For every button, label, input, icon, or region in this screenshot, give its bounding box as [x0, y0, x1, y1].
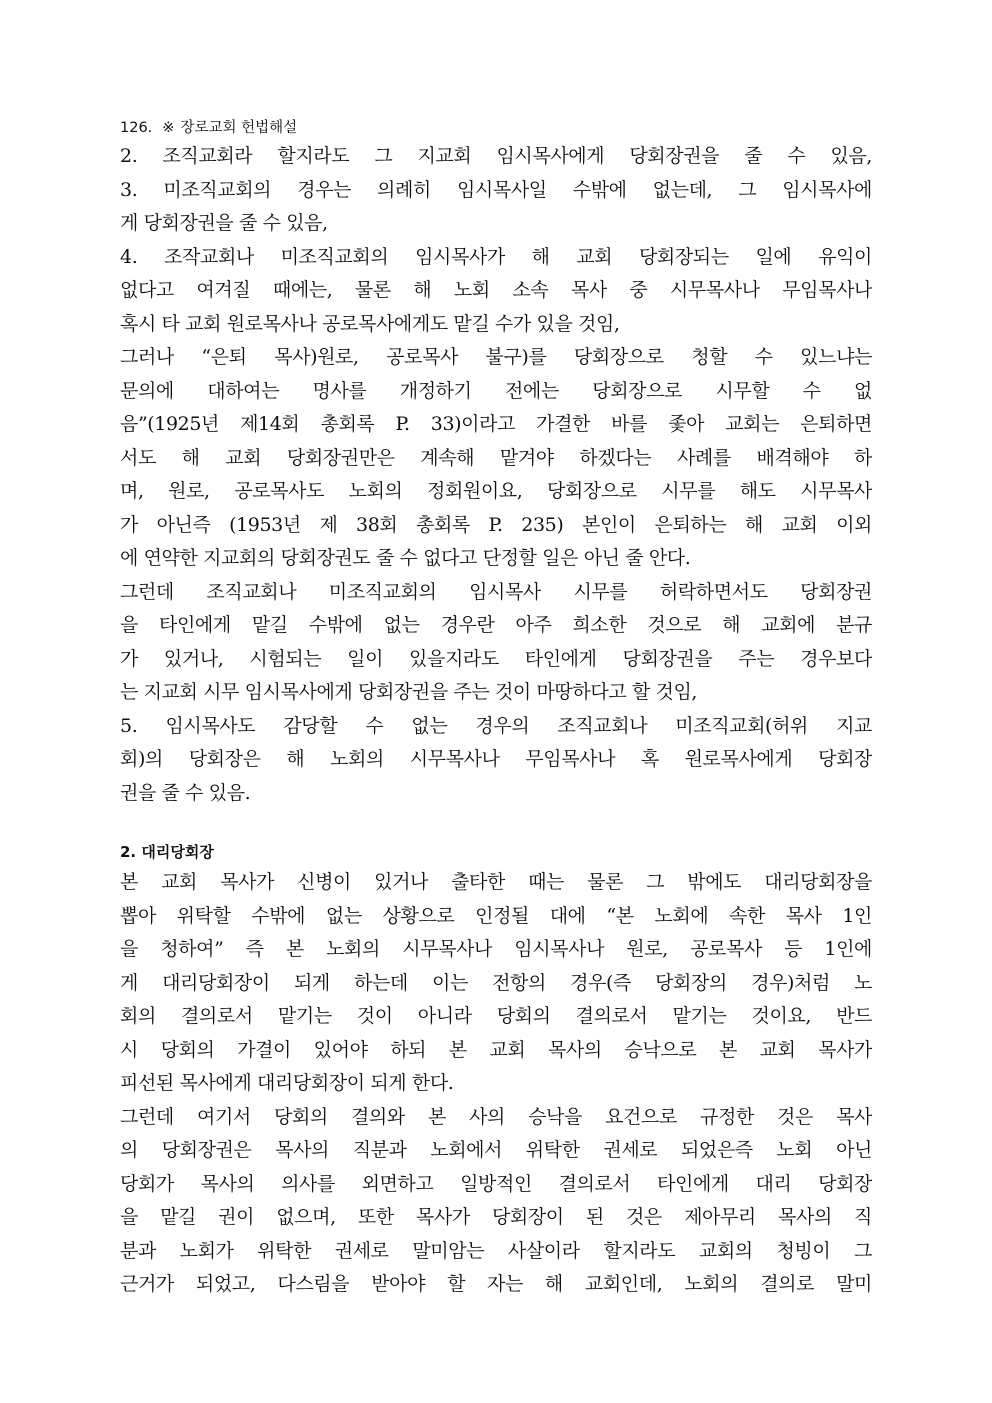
text-line: 을 맡길 권이 없으며, 또한 목사가 당회장이 된 것은 제아무리 목사의 직	[120, 1206, 872, 1228]
text-line: 가 아닌즉 (1953년 제 38회 총회록 P. 235) 본인이 은퇴하는 해 교회 이외	[120, 513, 872, 536]
running-header	[120, 118, 872, 140]
text-line: 5. 임시목사도 감당할 수 없는 경우의 조직교회나 미조직교회(허위 지교	[120, 714, 872, 737]
text-line: 의 당회장권은 목사의 직분과 노회에서 위탁한 권세로 되었은즉 노회 아닌	[120, 1139, 872, 1161]
text-line: 문의에 대하여는 명사를 개정하기 전에는 당회장으로 시무할 수 없	[120, 379, 872, 402]
text-line: 에 연약한 지교회의 당회장권도 줄 수 없다고 단정할 일은 아닌 줄 안다.	[120, 547, 691, 569]
text-line: 는 지교회 시무 임시목사에게 당회장권을 주는 것이 마땅하다고 할 것임,	[120, 681, 698, 703]
book-title: 장로교회 헌법해설	[180, 120, 298, 136]
page-number: 126.	[120, 120, 153, 136]
text-line: 그런데 조직교회나 미조직교회의 임시목사 시무를 허락하면서도 당회장권	[120, 580, 872, 603]
text-line: 그런데 여기서 당회의 결의와 본 사의 승낙을 요건으로 규정한 것은 목사	[120, 1105, 872, 1128]
text-line: 을 청하여” 즉 본 노회의 시무목사나 임시목사나 원로, 공로목사 등 1인에	[120, 938, 872, 960]
body-text-section-1	[120, 140, 872, 810]
text-line: 서도 해 교회 당회장권만은 계속해 맡겨야 하겠다는 사례를 배격해야 하	[120, 446, 872, 469]
text-line: 없다고 여겨질 때에는, 물론 해 노회 소속 목사 중 시무목사나 무임목사나	[120, 279, 872, 301]
text-line: 게 당회장권을 줄 수 있음,	[120, 212, 328, 234]
text-line: 그러나 “은퇴 목사)원로, 공로목사 불구)를 당회장으로 청할 수 있느냐는	[120, 346, 872, 368]
text-line: 게 대리당회장이 되게 하는데 이는 전항의 경우(즉 당회장의 경우)처럼 노	[120, 971, 872, 994]
text-line: 을 타인에게 맡길 수밖에 없는 경우란 아주 희소한 것으로 해 교회에 분규	[120, 614, 872, 636]
body-text-section-2	[120, 866, 872, 1302]
text-line: 2. 조직교회라 할지라도 그 지교회 임시목사에게 당회장권을 줄 수 있음,	[120, 145, 872, 167]
section-spacer	[120, 810, 872, 838]
text-line: 회의 결의로서 맡기는 것이 아니라 당회의 결의로서 맡기는 것이요, 반드	[120, 1005, 872, 1027]
text-line: 뽑아 위탁할 수밖에 없는 상황으로 인정될 대에 “본 노회에 속한 목사 1인	[120, 904, 872, 927]
document-page	[120, 118, 872, 1302]
reference-mark: ※	[162, 120, 175, 136]
text-line: 시 당회의 가결이 있어야 하되 본 교회 목사의 승낙으로 본 교회 목사가	[120, 1038, 872, 1061]
text-line: 4. 조작교회나 미조직교회의 임시목사가 해 교회 당회장되는 일에 유익이	[120, 245, 872, 268]
section-heading: 2. 대리당회장	[120, 843, 214, 861]
text-line: 3. 미조직교회의 경우는 의례히 임시목사일 수밖에 없는데, 그 임시목사에	[120, 178, 872, 201]
text-line: 회)의 당회장은 해 노회의 시무목사나 무임목사나 혹 원로목사에게 당회장	[120, 748, 872, 770]
text-line: 권을 줄 수 있음.	[120, 781, 251, 804]
text-line: 음”(1925년 제14회 총회록 P. 33)이라고 가결한 바를 좇아 교회는 은퇴하면	[120, 413, 872, 435]
text-line: 근거가 되었고, 다스림을 받아야 할 자는 해 교회인데, 노회의 결의로 말미	[120, 1273, 872, 1295]
text-line: 혹시 타 교회 원로목사나 공로목사에게도 맡길 수가 있을 것임,	[120, 312, 620, 335]
text-line: 피선된 목사에게 대리당회장이 되게 한다.	[120, 1072, 454, 1094]
text-line: 분과 노회가 위탁한 권세로 말미암는 사살이라 할지라도 교회의 청빙이 그	[120, 1239, 872, 1262]
text-line: 본 교회 목사가 신병이 있거나 출타한 때는 물론 그 밖에도 대리당회장을	[120, 871, 872, 893]
text-line: 당회가 목사의 의사를 외면하고 일방적인 결의로서 타인에게 대리 당회장	[120, 1172, 872, 1195]
text-line: 가 있거나, 시험되는 일이 있을지라도 타인에게 당회장권을 주는 경우보다	[120, 647, 872, 670]
text-line: 며, 원로, 공로목사도 노회의 정회원이요, 당회장으로 시무를 해도 시무목사	[120, 480, 872, 502]
